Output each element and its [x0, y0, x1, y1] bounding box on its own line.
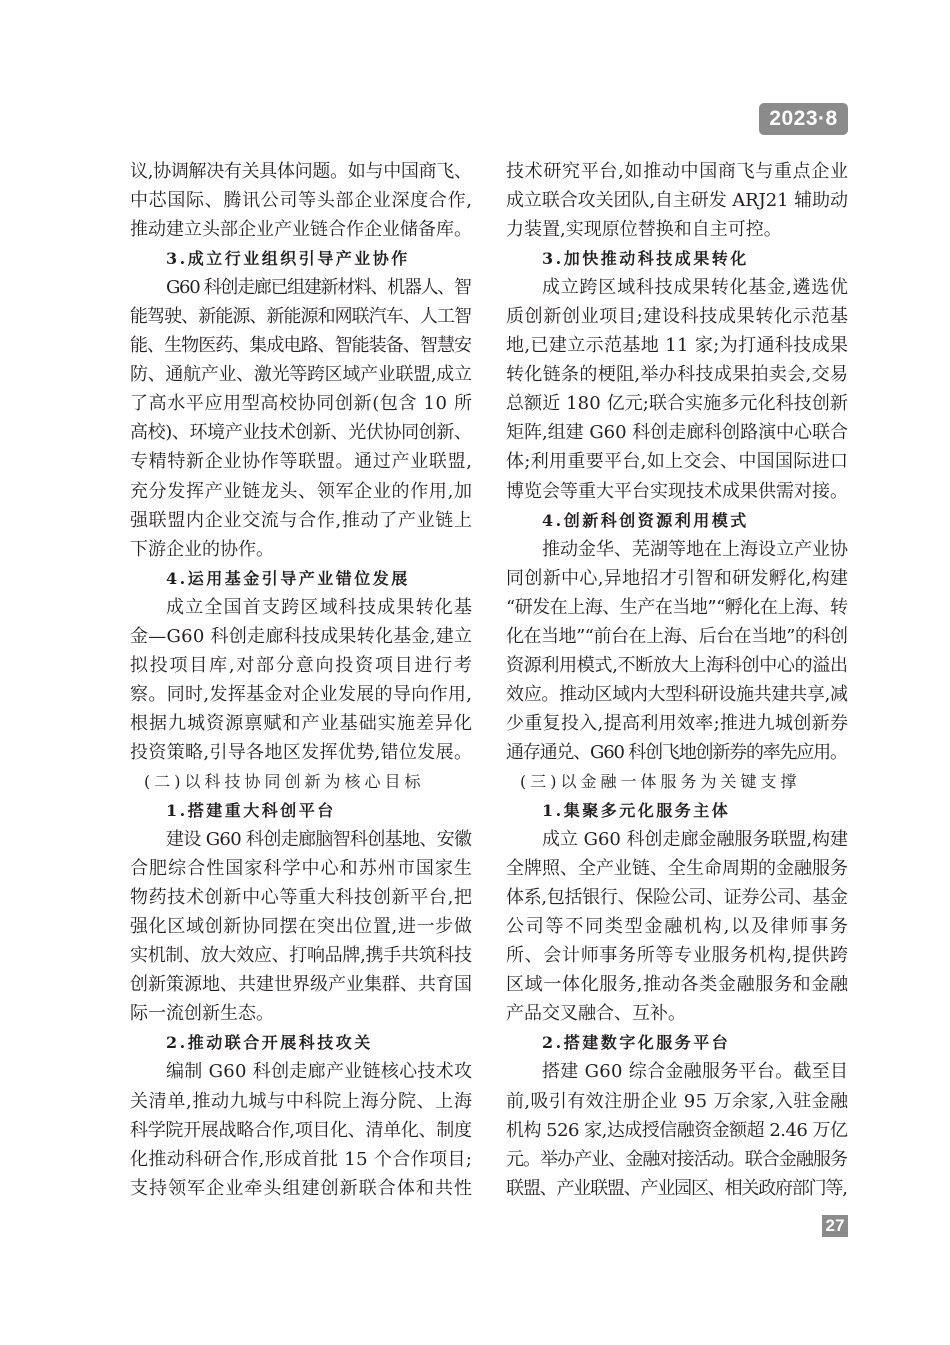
- text-line: 建设 G60 科创走廊脑智科创基地、安徽: [166, 829, 472, 851]
- text-line: 关清单,推动九城与中科院上海分院、上海: [130, 1090, 473, 1112]
- subsection-heading: 3.加快推动科技成果转化: [542, 249, 749, 269]
- text-line: 联盟、产业联盟、产业园区、相关政府部门等,: [506, 1177, 847, 1199]
- text-line: 议,协调解决有关具体问题。如与中国商飞、: [130, 161, 472, 182]
- text-line: 通存通兑、G60 科创飞地创新券的率先应用。: [506, 741, 847, 763]
- text-line: 能驾驶、新能源、新能源和网联汽车、人工智: [130, 306, 472, 328]
- text-line: 根据九城资源禀赋和产业基础实施差异化: [130, 712, 474, 734]
- text-line: 防、通航产业、激光等跨区域产业联盟,成立: [130, 364, 472, 386]
- text-line: 拟投项目库,对部分意向投资项目进行考: [130, 654, 474, 676]
- text-line: 下游企业的协作。: [130, 538, 274, 560]
- subsection-heading: 2.推动联合开展科技攻关: [166, 1033, 373, 1053]
- text-line: 体系,包括银行、保险公司、证券公司、基金: [506, 887, 848, 909]
- paragraph: [130, 273, 472, 563]
- text-line: 推动建立头部企业产业链合作企业储备库。: [130, 219, 472, 241]
- text-line: 转化链条的梗阻,举办科技成果拍卖会,交易: [506, 364, 849, 386]
- text-line: 体;利用重要平台,如上交会、中国国际进口: [506, 451, 849, 473]
- text-line: 察。同时,发挥基金对企业发展的导向作用,: [130, 683, 473, 705]
- text-line: 实机制、放大效应、打响品牌,携手共筑科技: [130, 945, 472, 967]
- text-line: 创新策源地、共建世界级产业集群、共育国: [130, 974, 472, 996]
- section-heading: (三)以金融一体服务为关键支撑: [520, 771, 801, 791]
- text-line: 全牌照、全产业链、全生命周期的金融服务: [506, 858, 848, 880]
- text-line: “研发在上海、生产在当地”“孵化在上海、转: [506, 596, 848, 618]
- text-line: 高校)、环境产业技术创新、光伏协同创新、: [130, 422, 472, 444]
- text-line: 机构 526 家,达成授信融资金额超 2.46 万亿: [506, 1119, 848, 1141]
- paragraph: [506, 273, 848, 505]
- paragraph: [130, 157, 472, 244]
- text-line: 少重复投入,提高利用效率;推进九城创新券: [506, 712, 849, 734]
- text-line: 能、生物医药、集成电路、智能装备、智慧安: [130, 335, 472, 357]
- paragraph: [506, 535, 848, 767]
- text-line: 技术研究平台,如推动中国商飞与重点企业: [506, 161, 849, 182]
- text-line: 际一流创新生态。: [130, 1003, 274, 1025]
- text-line: 矩阵,组建 G60 科创走廊科创路演中心联合: [506, 422, 848, 444]
- text-line: 地,已建立示范基地 11 家;为打通科技成果: [506, 335, 849, 357]
- text-line: 科学院开展战略合作,项目化、清单化、制度: [130, 1119, 472, 1141]
- text-line: 元。举办产业、金融对接活动。联合金融服务: [506, 1148, 848, 1170]
- text-line: 前,吸引有效注册企业 95 万余家,入驻金融: [506, 1090, 849, 1112]
- text-line: 化推动科研合作,形成首批 15 个合作项目;: [130, 1148, 473, 1170]
- text-line: 编制 G60 科创走廊产业链核心技术攻: [166, 1061, 473, 1083]
- text-line: 资源利用模式,不断放大上海科创中心的溢出: [506, 654, 848, 676]
- text-line: 所、会计师事务所等专业服务机构,提供跨: [506, 945, 849, 967]
- subsection-heading: 1.搭建重大科创平台: [166, 801, 336, 821]
- paragraph: [506, 825, 848, 1028]
- text-line: 成立联合攻关团队,自主研发 ARJ21 辅助动: [506, 190, 848, 212]
- text-line: 区域一体化服务,推动各类金融服务和金融: [506, 974, 849, 996]
- text-line: 效应。推动区域内大型科研设施共建共享,减: [506, 683, 848, 705]
- text-line: 公司等不同类型金融机构,以及律师事务: [506, 916, 850, 938]
- text-line: 强化区域创新协同摆在突出位置,进一步做: [130, 916, 473, 938]
- text-line: 化在当地”“前台在上海、后台在当地”的科创: [506, 625, 848, 647]
- text-line: 了高水平应用型高校协同创新(包含 10 所: [130, 393, 473, 415]
- subsection-heading: 1.集聚多元化服务主体: [542, 801, 731, 821]
- paragraph: [506, 1057, 848, 1202]
- text-line: 搭建 G60 综合金融服务平台。截至目: [542, 1061, 849, 1083]
- text-line: 博览会等重大平台实现技术成果供需对接。: [506, 480, 848, 502]
- paragraph: [506, 157, 848, 244]
- text-line: 推动金华、芜湖等地在上海设立产业协: [542, 538, 848, 560]
- text-line: 支持领军企业牵头组建创新联合体和共性: [130, 1177, 474, 1199]
- text-line: 强联盟内企业交流与合作,推动了产业链上: [130, 509, 473, 531]
- text-line: 充分发挥产业链龙头、领军企业的作用,加: [130, 480, 473, 502]
- left-column: [130, 157, 472, 1203]
- subsection-heading: 2.搭建数字化服务平台: [542, 1033, 731, 1053]
- text-line: 合肥综合性国家科学中心和苏州市国家生: [130, 858, 474, 880]
- subsection-heading: 4.创新科创资源利用模式: [542, 510, 749, 530]
- text-line: 成立全国首支跨区域科技成果转化基: [166, 596, 474, 618]
- page-number: 27: [822, 1215, 848, 1237]
- text-line: 质创新创业项目;建设科技成果转化示范基: [506, 306, 849, 328]
- text-line: 物药技术创新中心等重大科技创新平台,把: [130, 887, 473, 909]
- text-line: 投资策略,引导各地区发挥优势,错位发展。: [130, 741, 473, 763]
- text-line: 金—G60 科创走廊科技成果转化基金,建立: [130, 625, 473, 647]
- text-line: 产品交叉融合、互补。: [506, 1003, 686, 1025]
- subsection-heading: 4.运用基金引导产业错位发展: [166, 568, 410, 588]
- paragraph: [130, 825, 472, 1028]
- issue-badge: 2023·8: [759, 103, 848, 135]
- text-line: 中芯国际、腾讯公司等头部企业深度合作,: [130, 190, 473, 212]
- text-line: 同创新中心,异地招才引智和研发孵化,构建: [506, 567, 849, 589]
- text-line: 成立 G60 科创走廊金融服务联盟,构建: [542, 829, 848, 851]
- paragraph: [130, 593, 472, 767]
- section-heading: (二)以科技协同创新为核心目标: [144, 771, 425, 791]
- text-line: 力装置,实现原位替换和自主可控。: [506, 219, 782, 241]
- subsection-heading: 3.成立行业组织引导产业协作: [166, 249, 410, 269]
- paragraph: [130, 1057, 472, 1202]
- right-column: [506, 157, 848, 1203]
- text-line: G60 科创走廊已组建新材料、机器人、智: [166, 277, 471, 299]
- text-line: 成立跨区域科技成果转化基金,遴选优: [542, 277, 849, 299]
- text-line: 专精特新企业协作等联盟。通过产业联盟,: [130, 451, 473, 473]
- text-line: 总额近 180 亿元;联合实施多元化科技创新: [506, 393, 849, 415]
